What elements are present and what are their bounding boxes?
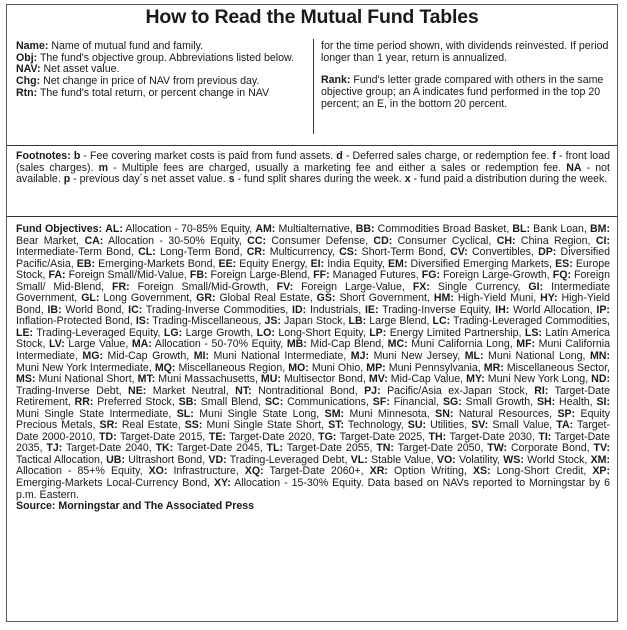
objective-code: TI: xyxy=(538,430,552,443)
objective-code: EE: xyxy=(218,257,237,270)
objective-text: Diversified Pacific/Asia, xyxy=(16,246,610,270)
objective-text: World Stock, xyxy=(523,453,591,466)
objective-code: IH: xyxy=(495,303,510,316)
objective-text: Single Currency, xyxy=(429,280,529,293)
objective-code: MN: xyxy=(589,350,610,363)
objective-text: Trading-Leveraged Commodities, xyxy=(450,315,610,328)
objective-text: Global Real Estate, xyxy=(215,292,317,305)
objective-code: LC: xyxy=(432,315,451,328)
objective-code: MB: xyxy=(286,338,307,351)
objective-code: ND: xyxy=(591,373,611,386)
definition-term: NAV: xyxy=(16,63,41,76)
objective-text: Miscellaneous Sector, xyxy=(503,361,610,374)
objective-code: HY: xyxy=(540,292,558,305)
objective-text: Muni Single State Long, xyxy=(193,407,325,420)
objective-text: Foreign Large-Growth, xyxy=(440,269,553,282)
objective-text: Muni National Long, xyxy=(483,350,590,363)
objective-text: Foreign Large-Blend, xyxy=(207,269,314,282)
objective-code: NE: xyxy=(128,384,147,397)
right-definition xyxy=(321,75,611,110)
objective-text: Multialternative, xyxy=(275,223,356,235)
objective-code: MY: xyxy=(466,373,485,386)
objective-text: Muni New York Intermediate, xyxy=(16,361,155,374)
objective-code: PJ: xyxy=(364,384,381,397)
objective-code: CI: xyxy=(595,234,610,247)
definitions-right xyxy=(321,41,611,111)
objective-code: AM: xyxy=(255,223,276,235)
objective-text: Consumer Defense, xyxy=(266,234,374,247)
objective-text: Natural Resources, xyxy=(453,407,558,420)
objective-code: EM: xyxy=(387,257,408,270)
objective-code: DP: xyxy=(538,246,557,259)
objective-text: Small Growth, xyxy=(461,396,537,409)
objective-text: Target-Date 2025, xyxy=(336,430,429,443)
objective-text: Foreign Large-Value, xyxy=(293,280,413,293)
objective-text: Consumer Cyclical, xyxy=(392,234,497,247)
objective-text: China Region, xyxy=(515,234,596,247)
objective-code: FG: xyxy=(421,269,441,282)
objective-code: ID: xyxy=(292,303,307,316)
objective-code: BL: xyxy=(512,223,531,235)
objective-code: FV: xyxy=(276,280,294,293)
objective-text: Financial, xyxy=(389,396,443,409)
objective-code: SF: xyxy=(372,396,390,409)
objective-text: Muni Ohio, xyxy=(308,361,367,374)
footnote-code: b xyxy=(73,150,81,162)
objective-text: Target-Date 2000-2010, xyxy=(16,419,610,443)
objective-text: Volatility, xyxy=(455,453,504,466)
objective-text: Foreign Small/Mid-Growth, xyxy=(129,280,277,293)
objective-text: Target-Date 2050, xyxy=(393,442,488,455)
objective-code: FR: xyxy=(112,280,130,293)
objective-code: XY: xyxy=(213,477,231,490)
objective-text: Industrials, xyxy=(306,303,365,316)
objective-code: ML: xyxy=(464,350,484,363)
objective-code: LG: xyxy=(163,326,183,339)
objective-code: TV: xyxy=(593,442,610,455)
page-title: How to Read the Mutual Fund Tables xyxy=(145,6,479,28)
objective-text: Mid-Cap Blend, xyxy=(306,338,388,351)
source-line: Source: Morningstar and The Associated Press xyxy=(16,500,255,513)
objective-code: GS: xyxy=(316,292,336,305)
definition-term: Chg: xyxy=(16,75,41,88)
objective-code: LS: xyxy=(524,326,542,339)
objective-text: Long-Term Bond, xyxy=(155,246,247,259)
objective-code: ES: xyxy=(555,257,573,270)
objective-code: MG: xyxy=(82,350,103,363)
objective-code: FB: xyxy=(189,269,208,282)
objective-text: Preferred Stock, xyxy=(93,396,179,409)
definition-text: Fund's letter grade compared with others in the same objective group; an A indicates fund performed in the top 20 percent; an E, in the bottom 20 percent. xyxy=(321,74,604,110)
objective-code: SU: xyxy=(407,419,426,432)
objective-code: MO: xyxy=(288,361,309,374)
objective-text: Trading-Inverse Debt, xyxy=(16,384,129,397)
objective-text: Trading-Inverse Commodities, xyxy=(142,303,293,316)
objective-text: India Equity, xyxy=(324,257,388,270)
objective-text: Option Writing, xyxy=(387,465,473,478)
objective-text: Muni California Long, xyxy=(407,338,517,351)
objective-text: Long-Short Credit, xyxy=(490,465,593,478)
footnote-text: - front load (sales charges). xyxy=(16,150,610,174)
objective-code: XM: xyxy=(590,453,611,466)
footnote-code: NA xyxy=(566,161,582,174)
objective-text: Muni National Short, xyxy=(35,373,138,386)
objective-code: TG: xyxy=(318,430,337,443)
objective-text: Target-Date 2035, xyxy=(16,430,611,455)
objective-text: Emerging-Markets Local-Currency Bond, xyxy=(16,477,214,490)
objective-code: MC: xyxy=(387,338,408,351)
footnote-code: x xyxy=(404,173,411,186)
objective-text: Muni New York Long, xyxy=(484,373,592,386)
objective-text: Target-Date 2015, xyxy=(116,430,209,443)
objective-text: Foreign Small/Mid-Value, xyxy=(65,269,190,282)
definition-term: Rtn: xyxy=(16,86,38,99)
objective-code: IB: xyxy=(47,303,62,316)
objective-code: RI: xyxy=(534,384,549,397)
objective-code: GR: xyxy=(196,292,216,305)
objective-code: MS: xyxy=(16,373,36,386)
objective-text: Health, xyxy=(555,396,597,409)
objective-code: CL: xyxy=(138,246,156,259)
objective-text: Long-Short Equity, xyxy=(274,326,370,339)
objective-text: Target-Date 2045, xyxy=(173,442,267,455)
objective-text: Muni California Intermediate, xyxy=(16,338,610,363)
objective-text: Trading-Leveraged Debt, xyxy=(226,453,351,466)
objective-text: Infrastructure, xyxy=(167,465,245,478)
objective-code: MI: xyxy=(193,350,209,363)
footnote-code: s xyxy=(228,173,235,186)
objectives-trailer: Data based on NAVs reported to Morningstar by 6 p.m. Eastern. xyxy=(16,477,610,501)
objective-code: SS: xyxy=(184,419,203,432)
objective-code: SR: xyxy=(99,419,118,432)
objective-text: Large Value, xyxy=(64,338,132,351)
objective-code: TW: xyxy=(487,442,508,455)
objective-code: MT: xyxy=(137,373,156,386)
footnote-code: m xyxy=(98,161,109,174)
footnote-code: d xyxy=(336,150,343,162)
objective-text: Foreign Small/ Mid-Blend, xyxy=(16,269,610,293)
objective-code: WS: xyxy=(503,453,524,466)
definition-term: Obj: xyxy=(16,51,38,64)
objective-text: High-Yield Muni, xyxy=(453,292,541,305)
objective-text: Japan Stock, xyxy=(280,315,349,328)
objective-code: TL: xyxy=(266,442,284,455)
objective-text: Large Growth, xyxy=(182,326,257,339)
objective-code: MQ: xyxy=(154,361,176,374)
objective-text: Target-Date 2020, xyxy=(225,430,319,443)
objective-text: Latin America Stock, xyxy=(16,326,611,351)
definition-text: Name of mutual fund and family. xyxy=(48,40,204,52)
objective-code: SP: xyxy=(557,407,576,420)
objective-code: MF: xyxy=(516,338,536,351)
objective-text: Large Blend, xyxy=(366,315,433,328)
objective-text: Real Estate, xyxy=(117,419,185,432)
objective-text: Miscellaneous Region, xyxy=(175,361,289,374)
objective-code: SG: xyxy=(442,396,462,409)
footnote-text: - not available. xyxy=(16,161,610,186)
objective-code: SV: xyxy=(471,419,489,432)
objective-text: Intermediate-Term Bond, xyxy=(16,246,139,259)
footnotes-label: Footnotes: xyxy=(16,150,71,162)
objective-code: LV: xyxy=(49,338,65,351)
objective-code: ST: xyxy=(328,419,345,432)
objective-text: Intermediate Government, xyxy=(16,280,610,305)
objective-text: Target-Date 2030, xyxy=(446,430,539,443)
footnote-code: p xyxy=(63,173,71,186)
objective-text: Trading-Miscellaneous, xyxy=(149,315,265,328)
objective-code: FQ: xyxy=(552,269,572,282)
objective-code: EB: xyxy=(76,257,96,270)
footnote-text: - Fee covering market costs is paid from fund assets. xyxy=(80,150,337,162)
definition-term: Name: xyxy=(16,40,49,52)
objective-text: Bear Market, xyxy=(16,234,85,247)
objective-code: TA: xyxy=(556,419,574,432)
objective-text: Target-Date 2040, xyxy=(62,442,156,455)
objective-text: Multisector Bond, xyxy=(280,373,369,386)
objective-text: Trading-Leveraged Equity, xyxy=(33,326,164,339)
objective-text: World Bond, xyxy=(61,303,129,316)
objective-text: Muni National Intermediate, xyxy=(208,350,351,363)
objective-code: BM: xyxy=(589,223,610,235)
objective-code: SM: xyxy=(324,407,345,420)
objective-text: Market Neutral, xyxy=(146,384,236,397)
definition-text: The fund's total return, or percent change in NAV xyxy=(37,86,270,99)
objective-code: IP: xyxy=(596,303,610,316)
objective-code: VO: xyxy=(436,453,456,466)
objective-code: FF: xyxy=(313,269,330,282)
definition-text: The fund's objective group. Abbreviations listed below. xyxy=(37,51,295,64)
footnote-text: - previous day´s net asset value. xyxy=(70,173,229,186)
objective-code: MA: xyxy=(131,338,152,351)
objective-text: Target-Date Retirement, xyxy=(16,384,610,409)
objective-code: TE: xyxy=(208,430,226,443)
objective-text: Muni Massachusetts, xyxy=(155,373,261,386)
objective-code: SC: xyxy=(264,396,284,409)
objective-text: Utilities, xyxy=(426,419,472,432)
objective-code: CD: xyxy=(373,234,393,247)
objective-code: TH: xyxy=(428,430,447,443)
objective-text: Allocation - 15-30% Equity. xyxy=(230,477,368,490)
objective-text: Inflation-Protected Bond, xyxy=(16,315,136,328)
objective-text: Technology, xyxy=(344,419,408,432)
objective-text: Stable Value, xyxy=(367,453,437,466)
objective-code: TD: xyxy=(99,430,117,443)
objective-text: Equity Energy, xyxy=(236,257,311,270)
objectives-list xyxy=(16,223,610,489)
objective-code: LE: xyxy=(16,326,34,339)
objective-text: Energy Limited Partnership, xyxy=(386,326,525,339)
objective-text: Allocation - 85+% Equity, xyxy=(16,465,149,478)
objective-code: MP: xyxy=(366,361,386,374)
objective-text: Small Blend, xyxy=(196,396,265,409)
objective-code: GL: xyxy=(81,292,100,305)
objective-code: LO: xyxy=(256,326,275,339)
objective-text: Multicurrency, xyxy=(265,246,340,259)
objective-text: Emerging-Markets Bond, xyxy=(95,257,219,270)
objective-text: Communications, xyxy=(283,396,373,409)
objective-text: Equity Precious Metals, xyxy=(16,407,611,432)
objective-code: VL: xyxy=(350,453,368,466)
objective-text: Muni Single State Short, xyxy=(202,419,329,432)
objective-text: Bank Loan, xyxy=(530,223,590,235)
section-divider-bottom xyxy=(7,216,617,217)
footnotes-list xyxy=(16,150,610,185)
objective-text: Trading-Inverse Equity, xyxy=(378,303,496,316)
objective-code: LP: xyxy=(369,326,387,339)
objective-code: GI: xyxy=(528,280,544,293)
objective-text: Short-Term Bond, xyxy=(357,246,451,259)
objective-code: CV: xyxy=(450,246,468,259)
section-divider-top xyxy=(7,145,617,146)
objective-text: Nontraditional Bond, xyxy=(251,384,365,397)
objective-text: Allocation - 30-50% Equity, xyxy=(103,234,248,247)
objective-text: Convertibles, xyxy=(467,246,539,259)
objective-code: CS: xyxy=(339,246,358,259)
objective-code: SI: xyxy=(596,396,611,409)
objective-code: UB: xyxy=(106,453,125,466)
objective-code: JS: xyxy=(264,315,281,328)
definition-text: for the time period shown, with dividends reinvested. If period longer than 1 year, return is annualized. xyxy=(321,40,609,64)
objective-code: XP: xyxy=(592,465,610,478)
fund-objectives-section xyxy=(16,224,610,513)
right-definition xyxy=(321,41,611,64)
objective-text: Mid-Cap Growth, xyxy=(102,350,194,363)
objective-text: Long Government, xyxy=(99,292,197,305)
footnotes-section xyxy=(16,151,610,186)
objective-code: TK: xyxy=(155,442,174,455)
objective-code: SH: xyxy=(536,396,556,409)
objective-text: Corporate Bond, xyxy=(507,442,594,455)
objective-text: Europe Stock, xyxy=(16,257,611,282)
fund-table-legend xyxy=(6,4,618,622)
objective-code: SB: xyxy=(178,396,197,409)
objective-text: Managed Futures, xyxy=(329,269,422,282)
objective-code: RR: xyxy=(74,396,94,409)
objective-code: TJ: xyxy=(46,442,63,455)
objective-code: XQ: xyxy=(244,465,264,478)
objective-text: Muni Pennsylvania, xyxy=(385,361,484,374)
objective-text: Mid-Cap Value, xyxy=(387,373,467,386)
objective-text: Target-Date 2060+, xyxy=(263,465,370,478)
objective-text: Small Value, xyxy=(488,419,557,432)
objective-code: VD: xyxy=(208,453,227,466)
objective-code: AL: xyxy=(105,223,123,235)
objective-code: NT: xyxy=(235,384,252,397)
column-divider xyxy=(313,39,314,134)
objective-text: Commodities Broad Basket, xyxy=(374,223,513,235)
objective-code: TN: xyxy=(376,442,394,455)
objective-text: World Allocation, xyxy=(509,303,597,316)
objective-code: XS: xyxy=(472,465,491,478)
footnote-text: - fund paid a distribution during the week. xyxy=(410,173,608,186)
objective-code: CA: xyxy=(84,234,104,247)
objective-text: Muni Single State Intermediate, xyxy=(16,407,177,420)
objective-code: XO: xyxy=(148,465,168,478)
objective-text: Allocation - 50-70% Equity, xyxy=(151,338,287,351)
definitions-left xyxy=(16,41,306,100)
objective-text: Pacific/Asia ex-Japan Stock, xyxy=(380,384,535,397)
objective-text: Target-Date 2055, xyxy=(283,442,377,455)
objective-code: MJ: xyxy=(350,350,370,363)
definition-text: Net change in price of NAV from previous day. xyxy=(40,75,260,88)
definition-term: Rank: xyxy=(321,74,351,87)
objective-code: MR: xyxy=(483,361,504,374)
objective-text: Allocation - 70-85% Equity, xyxy=(122,223,256,235)
objective-code: HM: xyxy=(433,292,454,305)
objective-text: High-Yield Bond, xyxy=(16,292,611,316)
objective-code: LB: xyxy=(348,315,367,328)
footnote-text: - fund split shares during the week. xyxy=(234,173,405,186)
footnote-text: - Deferred sales charge, or redemption fee. xyxy=(342,150,553,162)
objective-code: SN: xyxy=(435,407,454,420)
objective-code: CH: xyxy=(496,234,516,247)
objective-text: Diversified Emerging Markets, xyxy=(407,257,556,270)
objective-text: Muni Minnesota, xyxy=(344,407,436,420)
objective-code: CC: xyxy=(247,234,267,247)
left-definition xyxy=(16,88,306,100)
footnote-text: - Multiple fees are charged, usually a marketing fee and either a sales or redemption fee. xyxy=(108,161,567,174)
footnote-code: f xyxy=(552,150,556,162)
objective-code: CR: xyxy=(246,246,266,259)
definition-text: Net asset value. xyxy=(40,63,120,76)
objective-text: Short Government, xyxy=(335,292,434,305)
objective-code: MU: xyxy=(260,373,281,386)
objective-code: IS: xyxy=(135,315,150,328)
objective-code: FX: xyxy=(412,280,430,293)
objective-code: MV: xyxy=(368,373,388,386)
objective-text: Tactical Allocation, xyxy=(16,453,107,466)
objective-code: IE: xyxy=(364,303,379,316)
objectives-label: Fund Objectives: xyxy=(16,223,103,235)
objective-code: XR: xyxy=(369,465,388,478)
objective-text: Ultrashort Bond, xyxy=(125,453,209,466)
objective-code: SL: xyxy=(176,407,194,420)
objective-code: BB: xyxy=(355,223,375,235)
objective-code: IC: xyxy=(128,303,143,316)
objective-text: Muni New Jersey, xyxy=(369,350,465,363)
objective-code: EI: xyxy=(310,257,325,270)
objective-code: FA: xyxy=(48,269,66,282)
